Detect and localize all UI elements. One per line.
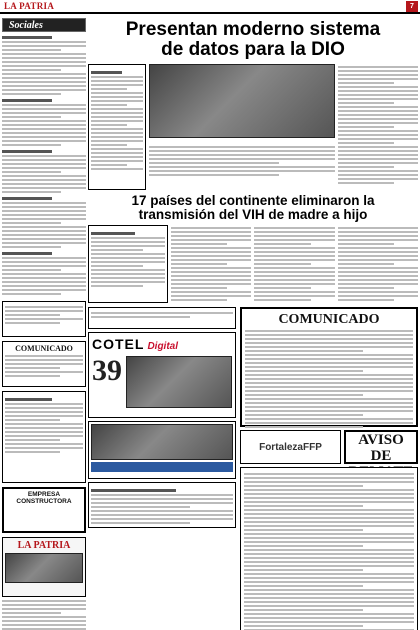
story1-inset-box bbox=[88, 64, 146, 190]
empresa-constructora-ad bbox=[2, 487, 86, 533]
promo-photo bbox=[5, 553, 83, 583]
lower-region bbox=[88, 307, 418, 630]
comunicado-small-title: COMUNICADO bbox=[15, 344, 73, 353]
small-ad-box bbox=[2, 301, 86, 337]
cotel-logo bbox=[92, 336, 232, 352]
story2-text-col1 bbox=[171, 225, 251, 303]
sociales-text-block bbox=[2, 36, 86, 295]
comunicado-small-box bbox=[2, 341, 86, 387]
headline-hiv-transmission bbox=[88, 194, 418, 222]
masthead: LA PATRIA bbox=[4, 1, 55, 11]
headline-data-system bbox=[88, 20, 418, 60]
story1-body bbox=[88, 64, 418, 190]
story2-text-col3 bbox=[338, 225, 418, 303]
remate-body bbox=[240, 467, 418, 630]
main-area bbox=[88, 18, 418, 630]
tribunal-notice bbox=[88, 482, 236, 528]
comunicado-box bbox=[240, 307, 418, 427]
left-bottom-text bbox=[2, 600, 86, 630]
comunicado-title: COMUNICADO bbox=[278, 312, 380, 328]
aviso-remate-banner bbox=[344, 430, 418, 464]
story1-text-and-photo bbox=[149, 64, 335, 190]
aviso-line2: DE bbox=[370, 448, 392, 465]
story1-photo bbox=[149, 64, 335, 138]
cotel-brand: COTEL bbox=[92, 336, 145, 353]
story2-body bbox=[88, 225, 418, 303]
candidate-ad bbox=[88, 421, 236, 479]
section-banner-sociales: Sociales bbox=[2, 18, 86, 32]
fortaleza-logo bbox=[240, 430, 341, 464]
cotel-anniversary bbox=[92, 356, 232, 408]
cotel-photo bbox=[126, 356, 232, 408]
remate-header bbox=[240, 430, 418, 464]
story2-inset-box bbox=[88, 225, 168, 303]
left-column bbox=[2, 18, 86, 630]
notice-box bbox=[2, 391, 86, 483]
story2-text-col2 bbox=[254, 225, 334, 303]
headline2-line1: 17 países del continente eliminaron la bbox=[131, 192, 375, 208]
empresa-constructora-title: EMPRESA CONSTRUCTORA bbox=[16, 491, 72, 505]
page-header bbox=[0, 0, 420, 14]
candidate-photo bbox=[91, 424, 233, 460]
story1-text bbox=[149, 144, 335, 176]
remate-text bbox=[244, 473, 414, 630]
headline2-line2: transmisión del VIH de madre a hijo bbox=[138, 207, 368, 223]
cotel-digital: Digital bbox=[147, 341, 179, 353]
headline1-line1: Presentan moderno sistema bbox=[125, 19, 381, 40]
la-patria-promo-ad bbox=[2, 537, 86, 597]
story1-right-text bbox=[338, 64, 418, 190]
candidate-caption bbox=[91, 462, 233, 472]
alquiler-notice bbox=[88, 307, 236, 329]
cotel-ad bbox=[88, 332, 236, 418]
headline1-line2: de datos para la DIO bbox=[161, 38, 345, 60]
anniversary-number: 39 bbox=[92, 354, 122, 388]
lower-left-ads bbox=[88, 307, 236, 630]
aviso-line1: AVISO bbox=[358, 432, 404, 449]
comunicado-text bbox=[245, 330, 413, 428]
page-number: 7 bbox=[406, 1, 418, 12]
la-patria-promo-logo: LA PATRIA bbox=[17, 540, 71, 551]
lower-right-notices bbox=[240, 307, 418, 630]
fortaleza-brand: FortalezaFFP bbox=[259, 441, 322, 453]
